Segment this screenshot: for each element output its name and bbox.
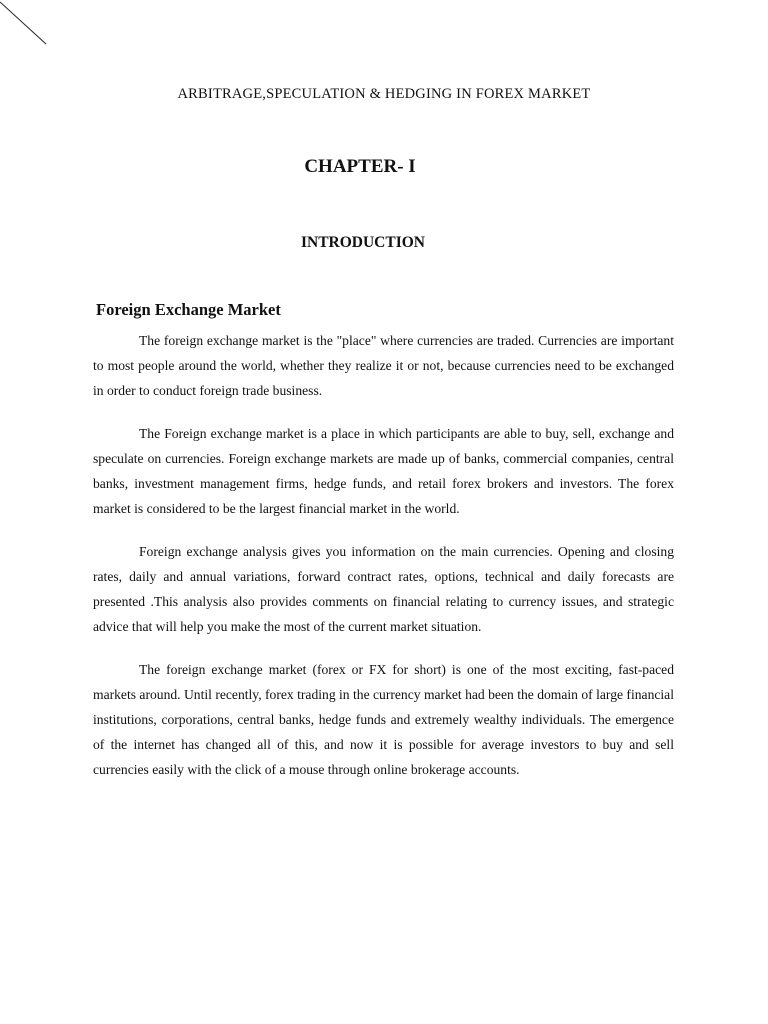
section-title: INTRODUCTION xyxy=(300,234,425,251)
paragraph: Foreign exchange analysis gives you information on the main currencies. Opening and closing rates, daily and annual variations, forward contract rates, options, technical and daily forecasts are presented .This analysis also provides comments on financial relating to currency issues, and strategic advice that will help you make the most of the current market situation. xyxy=(93,544,674,634)
paragraph: The Foreign exchange market is a place in which participants are able to buy, sell, exchange and speculate on currencies. Foreign exchange markets are made up of banks, commercial companies, central banks, investment management firms, hedge funds, and retail forex brokers and investors. The forex market is considered to be the largest financial market in the world. xyxy=(93,426,674,516)
running-title: ARBITRAGE,SPECULATION & HEDGING IN FOREX MARKET xyxy=(177,86,591,102)
subsection-title: Foreign Exchange Market xyxy=(96,300,281,319)
paragraph: The foreign exchange market is the "place" where currencies are traded. Currencies are important to most people around the world, whether they realize it or not, because currencies need to be exchanged in order to conduct foreign trade business. xyxy=(93,333,674,398)
body-text xyxy=(93,328,674,800)
paragraph: The foreign exchange market (forex or FX for short) is one of the most exciting, fast-paced markets around. Until recently, forex trading in the currency market had been the domain of large financial institutions, corporations, central banks, hedge funds and extremely wealthy individuals. The emergence of the internet has changed all of this, and now it is possible for average investors to buy and sell currencies easily with the click of a mouse through online brokerage accounts. xyxy=(93,662,674,777)
chapter-title: CHAPTER- I xyxy=(304,156,416,177)
page-corner-line xyxy=(0,0,50,50)
